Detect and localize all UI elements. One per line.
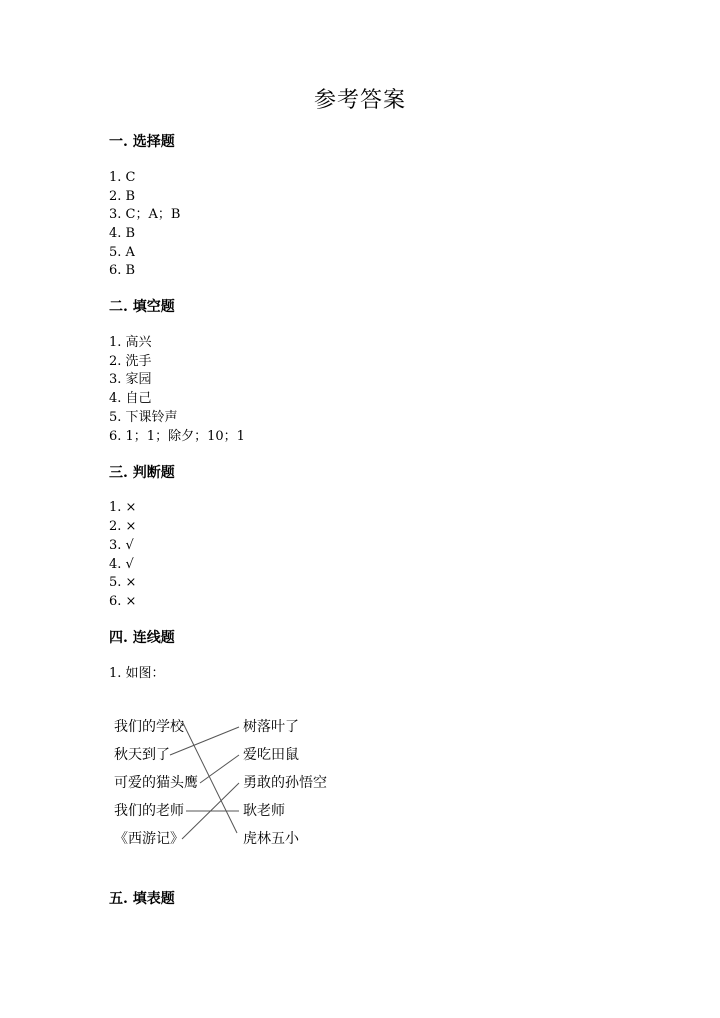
- section-heading-table: 五. 填表题: [109, 891, 175, 907]
- answer-line: 1. ×: [109, 500, 137, 515]
- answer-line: 2. 洗手: [109, 354, 152, 369]
- answer-line: 4. B: [109, 226, 136, 241]
- match-left-item: 《西游记》: [114, 831, 184, 847]
- match-left-item: 我们的学校: [114, 719, 184, 735]
- answer-line: 3. 家园: [109, 372, 152, 387]
- answer-line: 4. 自己: [109, 391, 152, 406]
- answer-line: 2. B: [109, 189, 136, 204]
- match-right-item: 爱吃田鼠: [243, 747, 299, 763]
- section-heading-judge: 三. 判断题: [109, 465, 175, 481]
- section-heading-connect: 四. 连线题: [109, 630, 175, 646]
- answer-line: 2. ×: [109, 519, 137, 534]
- match-right-item: 树落叶了: [243, 719, 299, 735]
- page-title: 参考答案: [313, 88, 406, 113]
- match-right-item: 勇敢的孙悟空: [243, 775, 327, 791]
- answer-line: 3. √: [109, 538, 134, 553]
- answer-line: 5. A: [109, 245, 135, 260]
- answer-line: 5. ×: [109, 575, 137, 590]
- match-right-item: 耿老师: [243, 803, 285, 819]
- section-heading-choice: 一. 选择题: [109, 134, 175, 150]
- section-heading-fill: 二. 填空题: [109, 299, 175, 315]
- answer-line: 6. B: [109, 263, 136, 278]
- answer-line: 6. ×: [109, 594, 137, 609]
- answer-line: 4. √: [109, 557, 134, 572]
- answer-line: 1. 高兴: [109, 335, 152, 350]
- match-left-item: 秋天到了: [114, 747, 170, 763]
- answer-line: 6. 1；1；除夕；10；1: [109, 429, 245, 444]
- answer-line: 1. C: [109, 170, 136, 185]
- answer-line: 5. 下课铃声: [109, 410, 178, 425]
- answer-line: 3. C；A；B: [109, 207, 181, 222]
- match-line: [200, 755, 239, 783]
- match-left-item: 可爱的猫头鹰: [114, 775, 198, 791]
- match-right-item: 虎林五小: [243, 831, 299, 847]
- answer-line: 1. 如图：: [109, 666, 165, 681]
- match-left-item: 我们的老师: [114, 803, 184, 819]
